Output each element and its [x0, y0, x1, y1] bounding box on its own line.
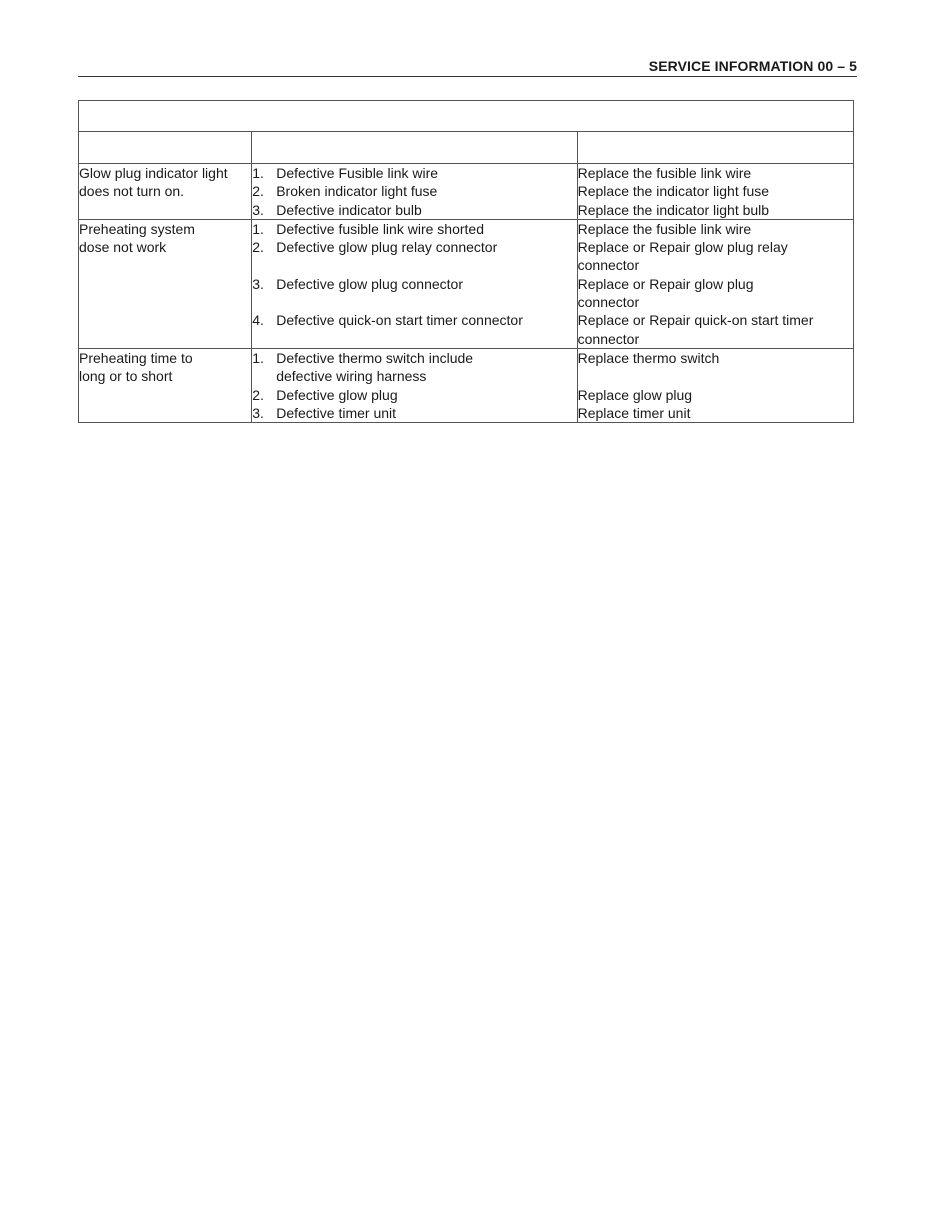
table-row: [79, 348, 854, 422]
correction-item: Replace thermo switch: [577, 349, 720, 366]
troubleshooting-table: [78, 100, 854, 423]
cause-item: 1. Defective thermo switch include defective wiring harness: [252, 349, 474, 385]
page-header: SERVICE INFORMATION 00 – 5: [648, 58, 857, 74]
header-cause: [252, 132, 577, 164]
cause-item: 2. Defective glow plug: [252, 386, 398, 403]
cause-item: 3. Defective indicator bulb: [252, 201, 422, 218]
correction-item: Replace glow plug: [577, 386, 693, 403]
table-row: [79, 219, 854, 348]
cause-item: 3. Defective timer unit: [252, 404, 397, 421]
cause-item: 2. Defective glow plug relay connector: [252, 239, 498, 256]
cause-cell: [252, 348, 577, 422]
condition-cell: Preheating time to long or to short: [79, 348, 252, 422]
table-title-row: [79, 101, 854, 132]
cause-cell: [252, 219, 577, 348]
correction-item: Replace the indicator light bulb: [577, 201, 770, 218]
correction-item: Replace or Repair quick-on start timer connector: [577, 312, 814, 347]
cause-item: 4. Defective quick-on start timer connector: [252, 312, 523, 329]
correction-item: Replace or Repair glow plug connector: [577, 275, 754, 311]
cause-item: 2. Broken indicator light fuse: [252, 183, 438, 200]
header-rule: [78, 76, 857, 77]
condition-cell: Glow plug indicator light does not turn on.: [79, 164, 252, 220]
cause-cell: [252, 164, 577, 220]
header-condition: [79, 132, 252, 164]
correction-cell: [577, 164, 853, 220]
header-correction: [577, 132, 853, 164]
correction-item: Replace the fusible link wire: [577, 165, 752, 181]
table-header-row: [79, 132, 854, 164]
correction-item: Replace timer unit: [577, 404, 691, 421]
table-row: [79, 164, 854, 220]
correction-item: Replace the indicator light fuse: [577, 183, 770, 200]
table-title: [79, 101, 854, 132]
correction-cell: [577, 219, 853, 348]
correction-item: Replace or Repair glow plug relay connector: [577, 239, 788, 274]
condition-cell: Preheating system dose not work: [79, 219, 252, 348]
correction-item: Replace the fusible link wire: [577, 220, 752, 237]
cause-item: 1. Defective Fusible link wire: [252, 165, 439, 181]
cause-item: 1. Defective fusible link wire shorted: [252, 220, 484, 237]
cause-item: 3. Defective glow plug connector: [252, 275, 463, 292]
correction-cell: [577, 348, 853, 422]
